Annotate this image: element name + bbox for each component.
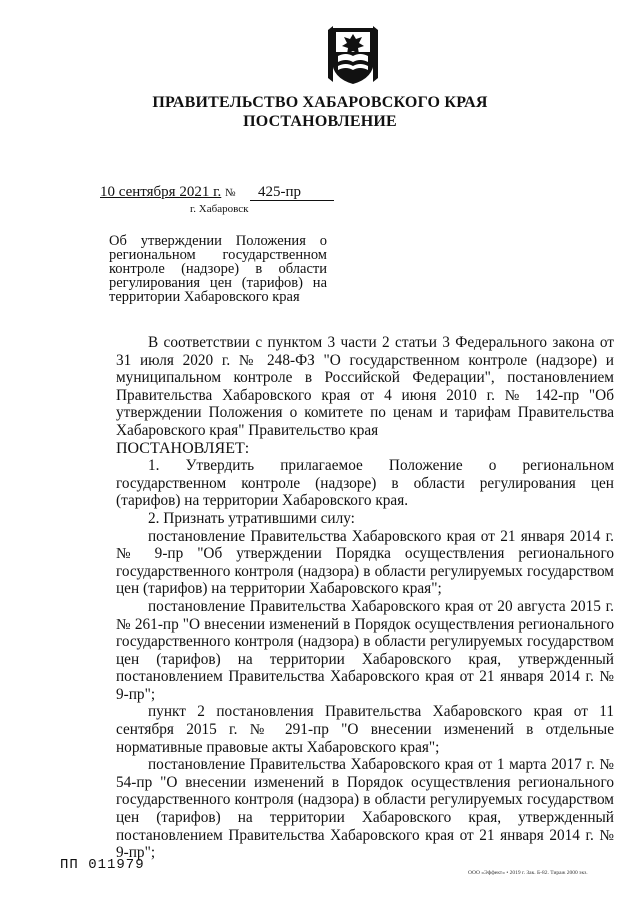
resolves-heading: ПОСТАНОВЛЯЕТ: (116, 439, 250, 457)
document-body (116, 334, 614, 862)
body-paragraph: В соответствии с пунктом 3 части 2 статьи 3 Федерального закона от 31 июля 2020 г. № 248-ФЗ "О государственном контроле (надзоре) и муниципальном контроле в Российской Федерации", постановлением Правительства Хабаровского края от 4 июня 2010 г. № 142-пр "Об утверждении Положения о комитете по ценам и тарифам Правительства Хабаровского края" Правительство края (116, 334, 614, 439)
government-title: ПРАВИТЕЛЬСТВО ХАБАРОВСКОГО КРАЯ (152, 94, 488, 111)
document-type: ПОСТАНОВЛЕНИЕ (243, 113, 397, 130)
body-paragraph: 1. Утвердить прилагаемое Положение о региональном государственном контроле (надзоре) в области регулирования цен (тарифов) на территории Хабаровского края. (116, 457, 614, 510)
coat-of-arms-emblem (328, 22, 378, 86)
document-date-line (100, 184, 236, 201)
document-date: 10 сентября 2021 г. (100, 184, 222, 200)
body-paragraph: 2. Признать утратившими силу: (148, 509, 355, 527)
printer-imprint: ООО «Эффект» • 2019 г. Зак. Б-82. Тираж 2000 экз. (468, 870, 588, 876)
body-paragraph: пункт 2 постановления Правительства Хабаровского края от 11 сентября 2015 г. № 291-пр "О внесении изменений в отдельные нормативные правовые акты Хабаровского края"; (116, 703, 614, 756)
document-subject: Об утверждении Положения о региональном государственном контроле (надзоре) в области регулирования цен (тарифов) на территории Хабаровского края (109, 233, 327, 305)
number-sign: № (225, 187, 236, 199)
body-paragraph: постановление Правительства Хабаровского края от 1 марта 2017 г. № 54-пр "О внесении изменений в Порядок осуществления регионального государственного контроля (надзора) в области регулируемых государством цен (тарифов) на территории Хабаровского края, утвержденный постановлением Правительства Хабаровского края от 21 января 2014 г. № 9-пр"; (116, 756, 614, 862)
document-city: г. Хабаровск (190, 203, 249, 215)
number-underline (250, 200, 334, 201)
body-paragraph: постановление Правительства Хабаровского края от 21 января 2014 г. № 9-пр "Об утверждении Порядка осуществления регионального государственного контроля (надзора) в области регулируемых государством цен (тарифов) на территории Хабаровского края"; (116, 527, 614, 598)
document-number: 425-пр (258, 184, 302, 200)
form-serial-code: ПП 011979 (60, 857, 145, 873)
body-paragraph: постановление Правительства Хабаровского края от 20 августа 2015 г. № 261-пр "О внесении изменений в Порядок осуществления регионального государственного контроля (надзора) в области регулируемых государством цен (тарифов) на территории Хабаровского края, утвержденный постановлением Правительства Хабаровского края от 21 января 2014 г. № 9-пр"; (116, 597, 614, 703)
